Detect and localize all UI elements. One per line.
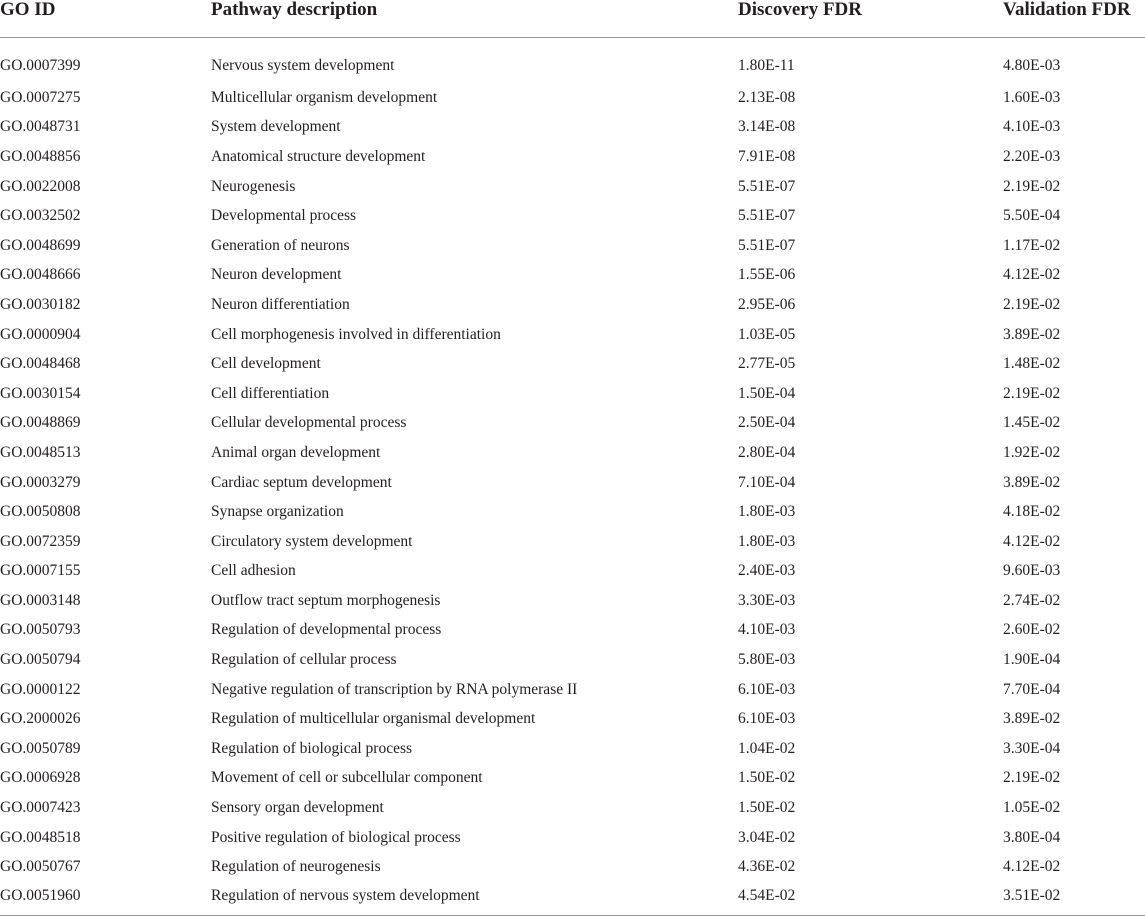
table-row	[0, 704, 1145, 734]
go-id-cell: GO.0000904	[0, 325, 81, 343]
go-id-cell: GO.0048666	[0, 266, 81, 284]
go-id-cell: GO.0050793	[0, 621, 81, 639]
go-id-cell: GO.0030154	[0, 384, 81, 402]
validation-fdr-cell: 4.12E-02	[1003, 532, 1061, 550]
validation-fdr-cell: 9.60E-03	[1003, 562, 1061, 580]
discovery-fdr-cell: 1.50E-04	[738, 384, 796, 402]
go-id-cell: GO.0048468	[0, 355, 81, 373]
header-pathway-description: Pathway description	[211, 0, 738, 38]
go-id-cell: GO.0050808	[0, 503, 81, 521]
validation-fdr-cell: 4.12E-02	[1003, 266, 1061, 284]
table-row	[0, 261, 1145, 291]
table-row	[0, 586, 1145, 616]
pathway-description-cell: Generation of neurons	[211, 236, 350, 254]
table-row	[0, 675, 1145, 705]
discovery-fdr-cell: 1.50E-02	[738, 769, 796, 787]
go-id-cell: GO.0048856	[0, 147, 81, 165]
table-row	[0, 527, 1145, 557]
discovery-fdr-cell: 5.51E-07	[738, 236, 796, 254]
discovery-fdr-cell: 7.91E-08	[738, 147, 796, 165]
validation-fdr-cell: 3.30E-04	[1003, 739, 1061, 757]
go-id-cell: GO.0048869	[0, 414, 81, 432]
pathway-description-cell: Cell differentiation	[211, 384, 330, 402]
validation-fdr-cell: 2.19E-02	[1003, 295, 1061, 313]
go-id-cell: GO.0000122	[0, 680, 81, 698]
pathway-description-cell: Regulation of biological process	[211, 739, 413, 757]
header-validation-fdr: Validation FDR	[1003, 0, 1145, 38]
validation-fdr-cell: 3.80E-04	[1003, 828, 1061, 846]
validation-fdr-cell: 3.51E-02	[1003, 887, 1061, 905]
header-row	[0, 0, 1145, 38]
pathway-description-cell: Cellular developmental process	[211, 414, 407, 432]
pathway-description-cell: Sensory organ development	[211, 799, 384, 817]
table-row	[0, 645, 1145, 675]
table-row	[0, 231, 1145, 261]
pathway-description-cell: Regulation of multicellular organismal development	[211, 710, 536, 728]
table-row	[0, 113, 1145, 143]
table-row	[0, 38, 1145, 84]
table-row	[0, 201, 1145, 231]
pathway-description-cell: Movement of cell or subcellular component	[211, 769, 483, 787]
table-row	[0, 764, 1145, 794]
table-row	[0, 142, 1145, 172]
pathway-description-cell: Neurogenesis	[211, 177, 296, 195]
validation-fdr-cell: 1.45E-02	[1003, 414, 1061, 432]
validation-fdr-cell: 1.92E-02	[1003, 443, 1061, 461]
validation-fdr-cell: 1.48E-02	[1003, 355, 1061, 373]
validation-fdr-cell: 2.60E-02	[1003, 621, 1061, 639]
validation-fdr-cell: 4.80E-03	[1003, 56, 1061, 74]
table-row	[0, 734, 1145, 764]
discovery-fdr-cell: 2.13E-08	[738, 88, 796, 106]
discovery-fdr-cell: 6.10E-03	[738, 680, 796, 698]
go-id-cell: GO.0048699	[0, 236, 81, 254]
validation-fdr-cell: 1.60E-03	[1003, 88, 1061, 106]
pathway-description-cell: Regulation of nervous system development	[211, 887, 480, 905]
discovery-fdr-cell: 1.50E-02	[738, 799, 796, 817]
go-id-cell: GO.0051960	[0, 887, 81, 905]
discovery-fdr-cell: 1.04E-02	[738, 739, 796, 757]
discovery-fdr-cell: 3.30E-03	[738, 591, 796, 609]
validation-fdr-cell: 1.05E-02	[1003, 799, 1061, 817]
table-row	[0, 409, 1145, 439]
validation-fdr-cell: 2.19E-02	[1003, 177, 1061, 195]
go-id-cell: GO.2000026	[0, 710, 81, 728]
validation-fdr-cell: 1.17E-02	[1003, 236, 1061, 254]
table-row	[0, 83, 1145, 113]
go-id-cell: GO.0006928	[0, 769, 81, 787]
table-body	[0, 38, 1145, 911]
validation-fdr-cell: 3.89E-02	[1003, 325, 1061, 343]
discovery-fdr-cell: 4.10E-03	[738, 621, 796, 639]
table-row	[0, 823, 1145, 853]
go-id-cell: GO.0007275	[0, 88, 81, 106]
validation-fdr-cell: 7.70E-04	[1003, 680, 1061, 698]
discovery-fdr-cell: 5.80E-03	[738, 651, 796, 669]
pathway-description-cell: Circulatory system development	[211, 532, 413, 550]
pathway-description-cell: Neuron development	[211, 266, 342, 284]
table-row	[0, 468, 1145, 498]
pathway-description-cell: Regulation of neurogenesis	[211, 858, 381, 876]
pathway-description-cell: Positive regulation of biological process	[211, 828, 461, 846]
go-id-cell: GO.0072359	[0, 532, 81, 550]
validation-fdr-cell: 4.10E-03	[1003, 118, 1061, 136]
validation-fdr-cell: 3.89E-02	[1003, 473, 1061, 491]
validation-fdr-cell: 5.50E-04	[1003, 207, 1061, 225]
pathway-description-cell: Cell adhesion	[211, 562, 296, 580]
discovery-fdr-cell: 2.80E-04	[738, 443, 796, 461]
go-id-cell: GO.0050794	[0, 651, 81, 669]
discovery-fdr-cell: 1.55E-06	[738, 266, 796, 284]
go-id-cell: GO.0007423	[0, 799, 81, 817]
discovery-fdr-cell: 7.10E-04	[738, 473, 796, 491]
pathway-description-cell: Developmental process	[211, 207, 357, 225]
validation-fdr-cell: 4.18E-02	[1003, 503, 1061, 521]
discovery-fdr-cell: 3.14E-08	[738, 118, 796, 136]
pathway-description-cell: Cell development	[211, 355, 321, 373]
validation-fdr-cell: 2.20E-03	[1003, 147, 1061, 165]
go-id-cell: GO.0050767	[0, 858, 81, 876]
pathway-description-cell: System development	[211, 118, 341, 136]
go-id-cell: GO.0007155	[0, 562, 81, 580]
pathway-description-cell: Neuron differentiation	[211, 295, 350, 313]
discovery-fdr-cell: 1.80E-11	[738, 56, 795, 74]
table-row	[0, 497, 1145, 527]
discovery-fdr-cell: 3.04E-02	[738, 828, 796, 846]
table-row	[0, 438, 1145, 468]
pathway-description-cell: Cardiac septum development	[211, 473, 392, 491]
table-header	[0, 0, 1145, 38]
table-row	[0, 290, 1145, 320]
pathway-description-cell: Regulation of cellular process	[211, 651, 397, 669]
pathway-description-cell: Outflow tract septum morphogenesis	[211, 591, 441, 609]
discovery-fdr-cell: 5.51E-07	[738, 177, 796, 195]
discovery-fdr-cell: 4.36E-02	[738, 858, 796, 876]
pathway-description-cell: Nervous system development	[211, 56, 395, 74]
go-id-cell: GO.0032502	[0, 207, 81, 225]
go-id-cell: GO.0007399	[0, 56, 81, 74]
go-id-cell: GO.0048731	[0, 118, 81, 136]
pathway-description-cell: Cell morphogenesis involved in differentiation	[211, 325, 501, 343]
go-id-cell: GO.0050789	[0, 739, 81, 757]
pathway-description-cell: Synapse organization	[211, 503, 344, 521]
table-row	[0, 616, 1145, 646]
table-row	[0, 557, 1145, 587]
discovery-fdr-cell: 1.80E-03	[738, 503, 796, 521]
table-row	[0, 349, 1145, 379]
pathway-description-cell: Multicellular organism development	[211, 88, 438, 106]
discovery-fdr-cell: 6.10E-03	[738, 710, 796, 728]
discovery-fdr-cell: 4.54E-02	[738, 887, 796, 905]
table-row	[0, 882, 1145, 910]
validation-fdr-cell: 2.74E-02	[1003, 591, 1061, 609]
table-row	[0, 320, 1145, 350]
validation-fdr-cell: 2.19E-02	[1003, 769, 1061, 787]
discovery-fdr-cell: 5.51E-07	[738, 207, 796, 225]
pathway-description-cell: Negative regulation of transcription by RNA polymerase II	[211, 680, 578, 698]
discovery-fdr-cell: 1.80E-03	[738, 532, 796, 550]
discovery-fdr-cell: 2.40E-03	[738, 562, 796, 580]
pathway-description-cell: Regulation of developmental process	[211, 621, 442, 639]
header-go-id: GO ID	[0, 0, 211, 38]
table-row	[0, 852, 1145, 882]
discovery-fdr-cell: 2.50E-04	[738, 414, 796, 432]
go-id-cell: GO.0022008	[0, 177, 81, 195]
go-id-cell: GO.0048513	[0, 443, 81, 461]
validation-fdr-cell: 4.12E-02	[1003, 858, 1061, 876]
pathway-description-cell: Animal organ development	[211, 443, 381, 461]
discovery-fdr-cell: 2.77E-05	[738, 355, 796, 373]
go-id-cell: GO.0030182	[0, 295, 81, 313]
validation-fdr-cell: 2.19E-02	[1003, 384, 1061, 402]
discovery-fdr-cell: 1.03E-05	[738, 325, 796, 343]
go-id-cell: GO.0003279	[0, 473, 81, 491]
validation-fdr-cell: 1.90E-04	[1003, 651, 1061, 669]
pathway-description-cell: Anatomical structure development	[211, 147, 426, 165]
go-id-cell: GO.0048518	[0, 828, 81, 846]
discovery-fdr-cell: 2.95E-06	[738, 295, 796, 313]
bottom-rule	[0, 915, 1145, 916]
table-row	[0, 793, 1145, 823]
table-row	[0, 172, 1145, 202]
validation-fdr-cell: 3.89E-02	[1003, 710, 1061, 728]
table-row	[0, 379, 1145, 409]
header-discovery-fdr: Discovery FDR	[738, 0, 1003, 38]
go-id-cell: GO.0003148	[0, 591, 81, 609]
